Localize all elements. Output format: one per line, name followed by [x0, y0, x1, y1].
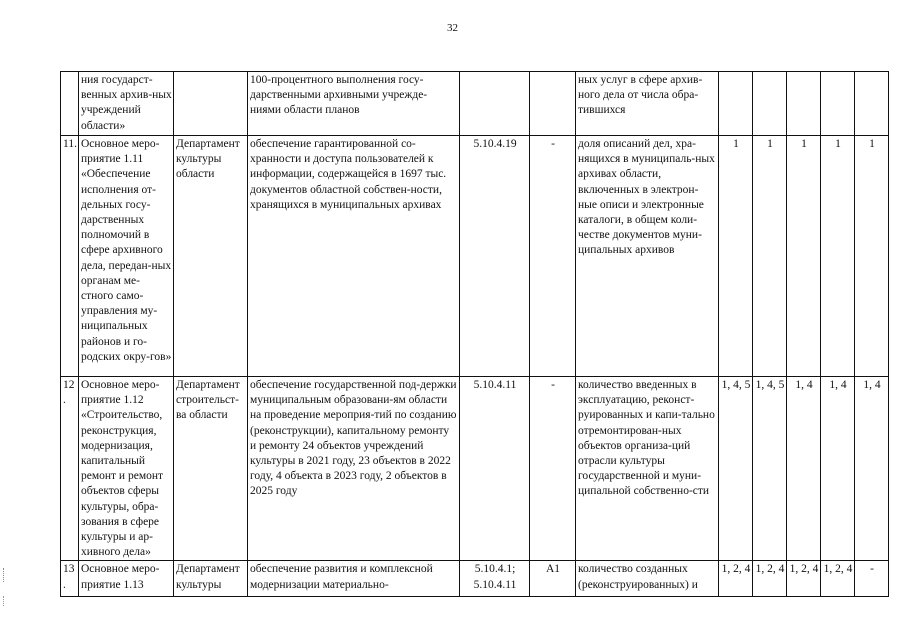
goal: 100-процентного выполнения госу-дарственными архивными учрежде-ниями области планов	[248, 72, 460, 136]
value-1: 1, 2, 4	[719, 561, 753, 597]
value-3: 1, 4	[787, 377, 821, 561]
source: -	[530, 136, 576, 377]
value-1	[719, 72, 753, 136]
row-number	[61, 72, 79, 136]
table-row	[61, 136, 889, 377]
value-2	[753, 72, 787, 136]
value-4: 1	[821, 136, 855, 377]
code: 5.10.4.19	[460, 136, 530, 377]
code	[460, 72, 530, 136]
source	[530, 72, 576, 136]
value-4	[821, 72, 855, 136]
row-number: 11.	[61, 136, 79, 377]
executor: Департамент культуры	[174, 561, 248, 597]
source: -	[530, 377, 576, 561]
code: 5.10.4.1; 5.10.4.11	[460, 561, 530, 597]
executor: Департамент культуры области	[174, 136, 248, 377]
executor	[174, 72, 248, 136]
margin-scan-mark	[3, 568, 12, 582]
value-1: 1	[719, 136, 753, 377]
program-table	[60, 71, 889, 597]
indicator: количество введенных в эксплуатацию, реконст-руированных и капи-тально отремонтирован-ных объектов организа-ций отрасли культуры государственной и муни-ципальной собственно-сти	[576, 377, 719, 561]
code: 5.10.4.11	[460, 377, 530, 561]
value-5	[855, 72, 889, 136]
indicator: доля описаний дел, хра-нящихся в муниципаль-ных архивах области, включенных в электрон-ные описи и электронные каталоги, в общем коли-честве документов муни-ципальных архивов	[576, 136, 719, 377]
value-5: -	[855, 561, 889, 597]
goal: обеспечение гарантированной со-хранности и доступа пользователей к информации, содержащейся в 1697 тыс. документов областной собствен-ности, хранящихся в муниципальных архивах	[248, 136, 460, 377]
goal: обеспечение государственной под-держки муниципальным образовани-ям области на проведение мероприя-тий по созданию (реконструкции), капитальному ремонту и ремонту 24 объектов учреждений культуры в 2021 году, 23 объектов в 2022 году, 4 объекта в 2023 году, 2 объектов в 2025 году	[248, 377, 460, 561]
value-2: 1, 4, 5	[753, 377, 787, 561]
value-2: 1	[753, 136, 787, 377]
value-4: 1, 4	[821, 377, 855, 561]
value-3: 1, 2, 4	[787, 561, 821, 597]
measure-name: ния государст-венных архив-ных учреждений области»	[79, 72, 174, 136]
value-1: 1, 4, 5	[719, 377, 753, 561]
table-row	[61, 72, 889, 136]
indicator: количество созданных (реконструированных) и	[576, 561, 719, 597]
table-row	[61, 377, 889, 561]
goal: обеспечение развития и комплексной модернизации материально-	[248, 561, 460, 597]
value-4: 1, 2, 4	[821, 561, 855, 597]
executor: Департамент строительст-ва области	[174, 377, 248, 561]
row-number: 12.	[61, 377, 79, 561]
measure-name: Основное меро-приятие 1.12 «Строительство, реконструкция, модернизация, капитальный ремонт и ремонт объектов сферы культуры, обра-зования в сфере культуры и ар-хивного дела»	[79, 377, 174, 561]
value-3	[787, 72, 821, 136]
value-3: 1	[787, 136, 821, 377]
value-5: 1, 4	[855, 377, 889, 561]
measure-name: Основное меро-приятие 1.11 «Обеспечение исполнения от-дельных госу-дарственных полномочий в сфере архивного дела, передан-ных органам ме-стного само-управления му-ниципальных районов и го-родских окру-гов»	[79, 136, 174, 377]
value-5: 1	[855, 136, 889, 377]
source: А1	[530, 561, 576, 597]
margin-scan-mark	[3, 596, 10, 606]
table-row	[61, 561, 889, 597]
value-2: 1, 2, 4	[753, 561, 787, 597]
measure-name: Основное меро-приятие 1.13	[79, 561, 174, 597]
page-number: 32	[447, 22, 458, 34]
indicator: ных услуг в сфере архив-ного дела от числа обра-тившихся	[576, 72, 719, 136]
row-number: 13.	[61, 561, 79, 597]
